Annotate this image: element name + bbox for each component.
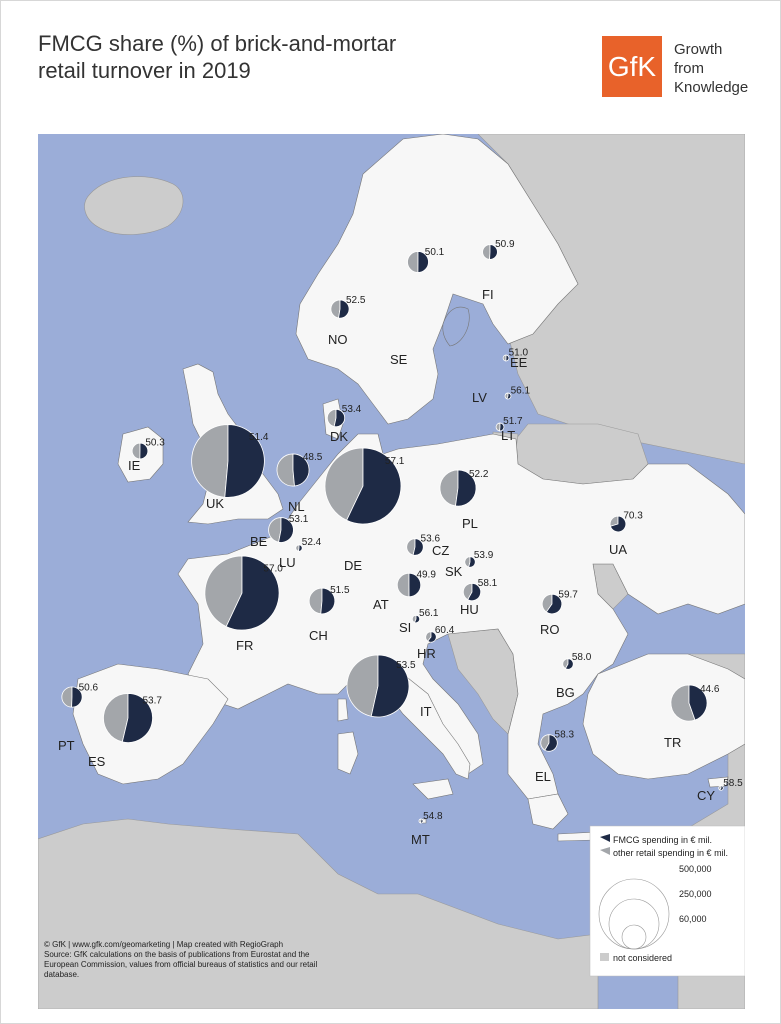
pie-value-no: 52.5 <box>345 295 366 307</box>
country-label-ua: UA <box>609 542 628 557</box>
pie-value-hu: 58.1 <box>477 578 498 590</box>
legend <box>590 826 745 976</box>
pie-value-lt: 51.7 <box>503 415 523 427</box>
country-label-nl: NL <box>288 499 305 514</box>
corsica <box>338 699 348 721</box>
country-label-mt: MT <box>411 832 430 847</box>
country-label-hr: HR <box>417 646 436 661</box>
pie-value-es: 53.7 <box>142 695 162 707</box>
tagline-line-3: Knowledge <box>674 79 749 96</box>
country-label-lv: LV <box>472 390 487 405</box>
country-label-se: SE <box>390 352 408 367</box>
country-label-de: DE <box>344 558 363 573</box>
pie-value-tr: 44.6 <box>699 684 720 696</box>
country-label-ch: CH <box>309 628 328 643</box>
pie-value-de: 57.1 <box>384 456 405 468</box>
country-label-cz: CZ <box>432 543 450 558</box>
not-considered-swatch <box>600 953 609 961</box>
tagline-line-1: Growth <box>674 41 723 58</box>
country-label-es: ES <box>88 754 106 769</box>
country-label-tr: TR <box>664 735 682 750</box>
source-line-3: European Commission, values from official bureaus of statistics and our retail <box>44 960 318 969</box>
country-label-ie: IE <box>128 458 141 473</box>
pie-value-sk: 53.9 <box>473 550 494 562</box>
title-line-1: FMCG share (%) of brick-and-mortar <box>38 31 397 56</box>
country-label-cy: CY <box>697 788 716 803</box>
pie-value-mt: 54.8 <box>423 810 443 822</box>
country-label-hu: HU <box>460 602 479 617</box>
source-line-1: © GfK | www.gfk.com/geomarketing | Map created with RegioGraph <box>44 940 284 949</box>
pie-value-nl: 48.5 <box>302 452 323 464</box>
legend-size-label-1: 500,000 <box>679 864 712 874</box>
pie-value-fr: 57.0 <box>263 563 283 575</box>
pie-value-ee: 51.0 <box>508 347 529 359</box>
pie-value-ua: 70.3 <box>623 510 643 522</box>
pie-value-it: 53.5 <box>396 659 416 671</box>
title-line-2: retail turnover in 2019 <box>38 58 251 83</box>
country-label-ro: RO <box>540 622 560 637</box>
legend-size-label-2: 250,000 <box>679 889 712 899</box>
brand-tagline <box>674 40 748 97</box>
europe-map <box>38 134 745 1009</box>
pie-value-ie: 50.3 <box>145 437 165 449</box>
pie-value-el: 58.3 <box>554 729 575 741</box>
legend-other-label: other retail spending in € mil. <box>613 848 729 858</box>
source-line-2: Source: GfK calculations on the basis of publications from Eurostat and the <box>44 950 310 959</box>
country-label-el: EL <box>535 769 551 784</box>
pie-value-ch: 51.5 <box>330 584 350 596</box>
pie-value-at: 49.9 <box>416 569 436 581</box>
pie-value-fi: 50.9 <box>495 238 515 250</box>
country-label-dk: DK <box>330 429 349 444</box>
country-label-pl: PL <box>462 516 478 531</box>
pie-value-lv: 56.1 <box>510 385 531 397</box>
pie-value-uk: 51.4 <box>249 431 269 443</box>
legend-not-considered: not considered <box>613 953 673 963</box>
pie-value-ro: 59.7 <box>558 589 578 601</box>
country-label-at: AT <box>373 597 389 612</box>
pie-value-pl: 52.2 <box>468 469 489 481</box>
country-label-it: IT <box>420 704 432 719</box>
pie-value-se: 50.1 <box>424 247 445 259</box>
country-label-si: SI <box>399 620 412 635</box>
country-label-lu: LU <box>279 555 296 570</box>
country-label-be: BE <box>250 534 268 549</box>
country-label-bg: BG <box>556 685 575 700</box>
pie-value-cy: 58.5 <box>723 777 743 789</box>
pie-value-be: 53.1 <box>288 514 309 526</box>
pie-value-lu: 52.4 <box>301 537 322 549</box>
map-title <box>38 30 396 84</box>
country-label-fr: FR <box>236 638 254 653</box>
country-label-lt: LT <box>501 428 516 443</box>
country-label-pt: PT <box>58 738 75 753</box>
country-label-fi: FI <box>482 287 494 302</box>
country-label-ee: EE <box>510 355 528 370</box>
pie-value-hr: 60.4 <box>434 625 455 637</box>
gfk-logo: GfK <box>602 36 662 97</box>
country-label-uk: UK <box>206 496 225 511</box>
pie-value-cz: 53.6 <box>420 533 441 545</box>
country-label-no: NO <box>328 332 348 347</box>
pie-value-si: 56.1 <box>419 607 439 619</box>
country-label-sk: SK <box>445 564 463 579</box>
pie-value-pt: 50.6 <box>78 682 99 694</box>
legend-fmcg-label: FMCG spending in € mil. <box>613 835 713 845</box>
source-line-4: database. <box>44 970 80 979</box>
tagline-line-2: from <box>674 60 704 77</box>
pie-value-dk: 53.4 <box>341 404 362 416</box>
pie-value-bg: 58.0 <box>571 652 592 664</box>
legend-size-label-3: 60,000 <box>679 914 707 924</box>
